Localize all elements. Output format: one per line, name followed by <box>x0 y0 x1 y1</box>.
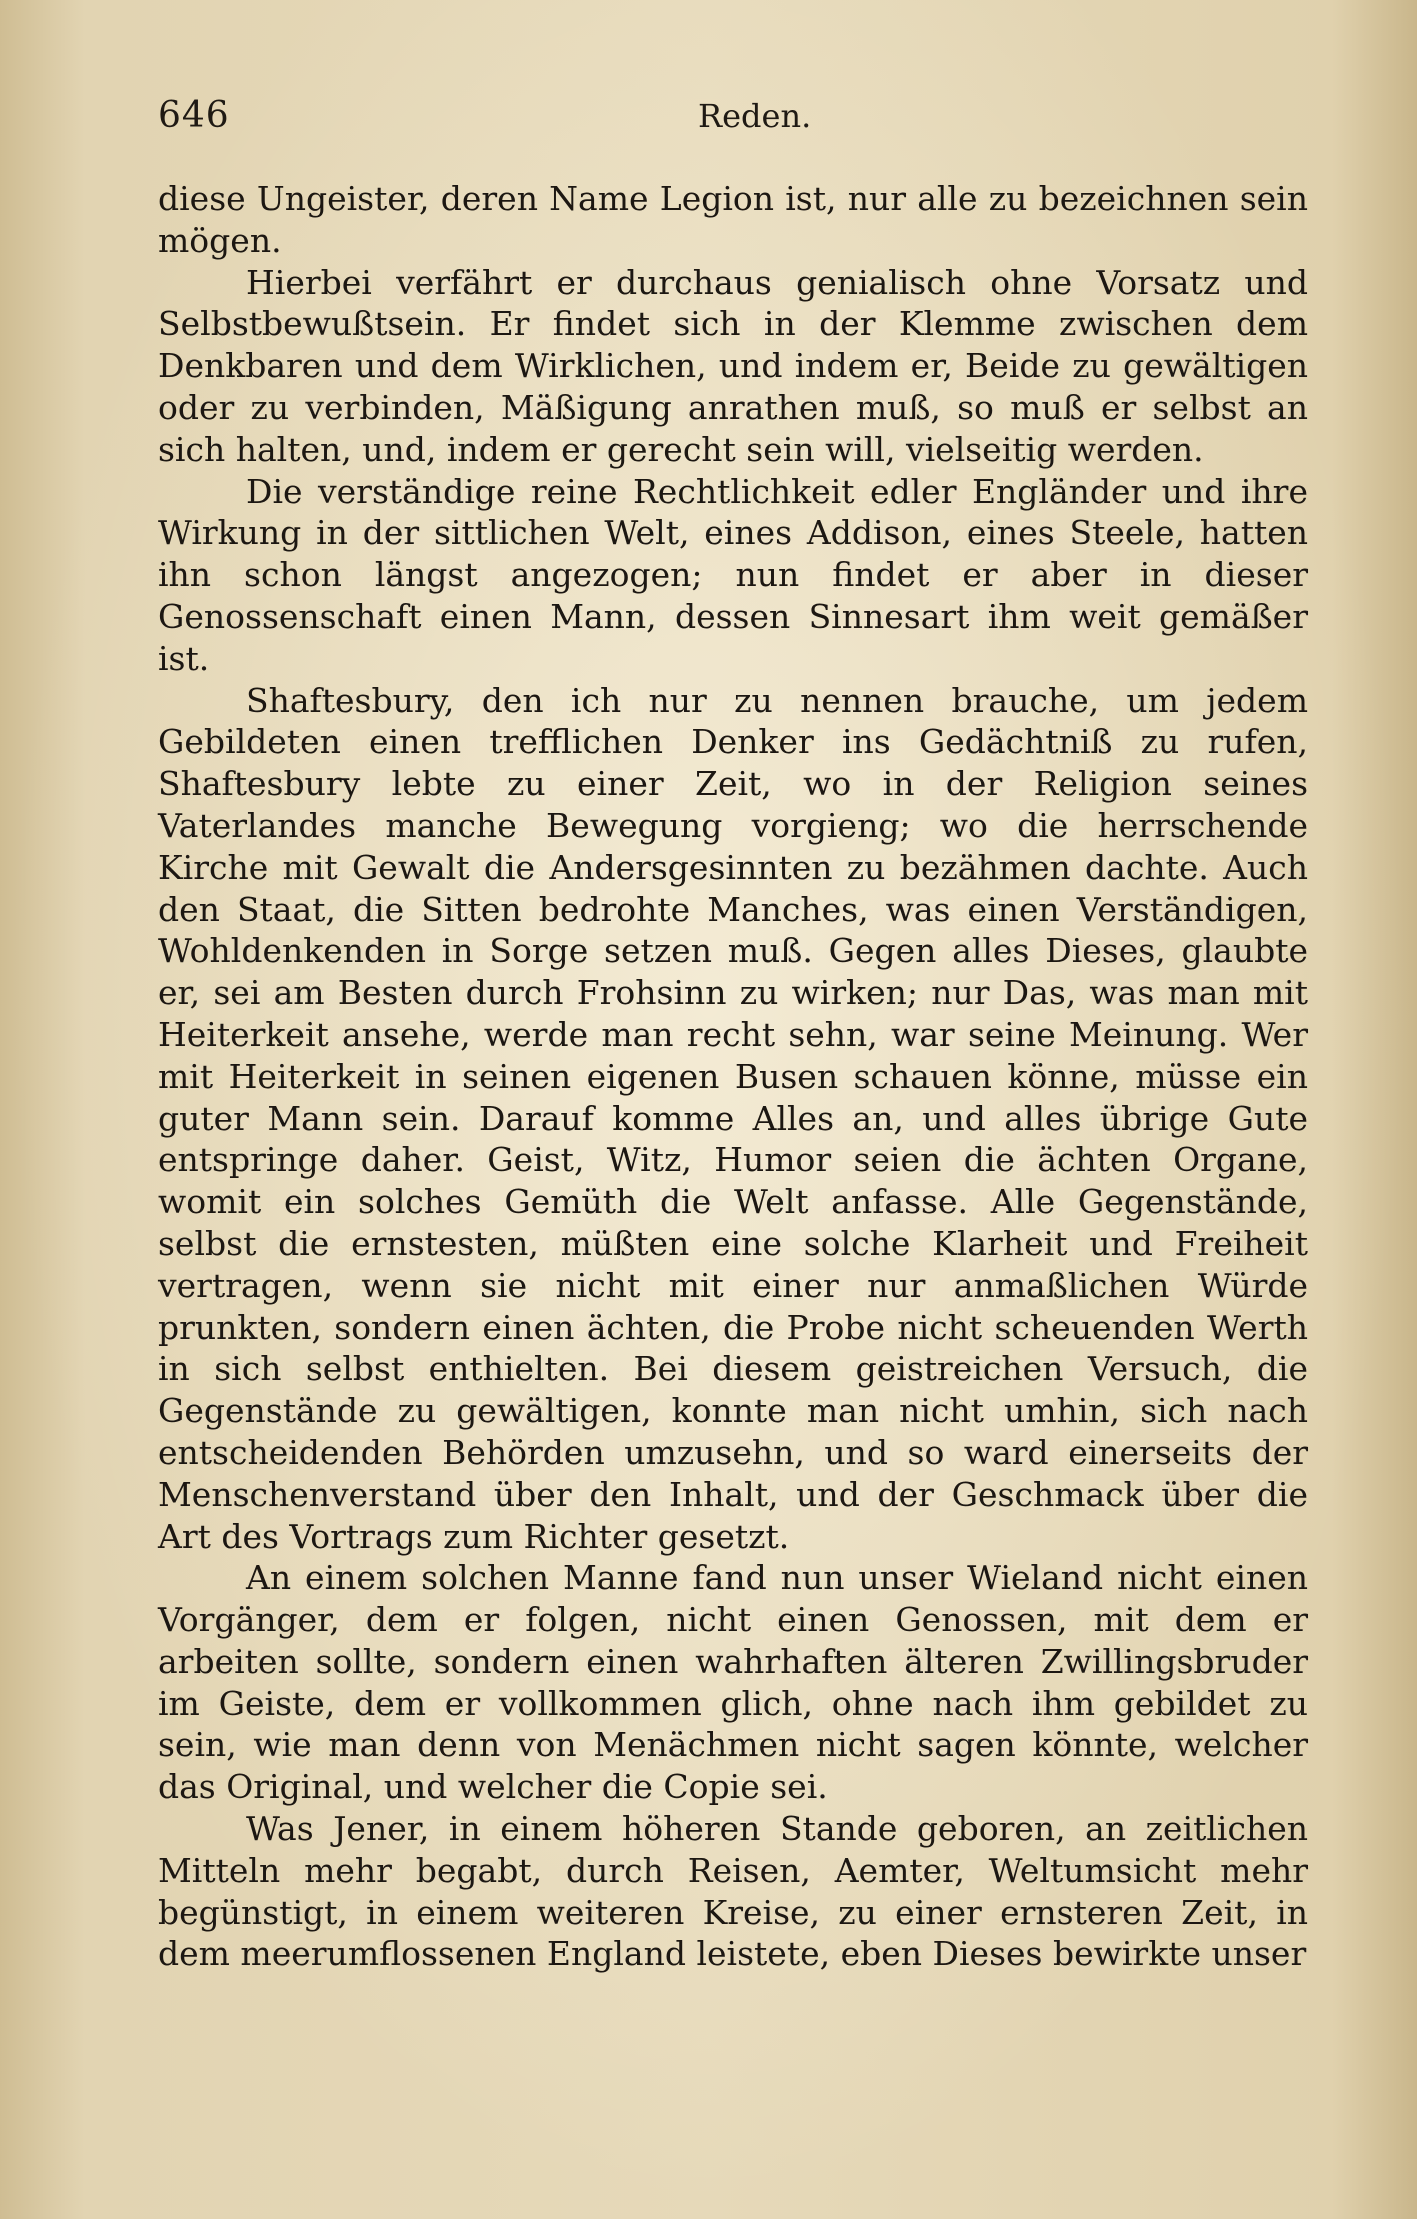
page-number: 646 <box>158 95 230 136</box>
paragraph-2: Hierbei verfährt er durchaus genialisch ohne Vorsatz und Selbstbewußtsein. Er findet sich in der Klemme zwischen dem Denkbaren und dem Wirklichen, und indem er, Beide zu gewältigen oder zu verbinden, Mäßigung anrathen muß, so muß er selbst an sich halten, und, indem er gerecht sein will, vielseitig werden. <box>158 262 1308 469</box>
paragraph-4: Shaftesbury, den ich nur zu nennen brauche, um jedem Gebildeten einen trefflichen Denker ins Gedächtniß zu rufen, Shaftesbury lebte zu einer Zeit, wo in der Religion seines Vaterlandes manche Bewegung vorgieng; wo die herrschende Kirche mit Gewalt die Andersgesinnten zu bezähmen dachte. Auch den Staat, die Sitten bedrohte Manches, was einen Verständigen, Wohldenkenden in Sorge setzen muß. Gegen alles Dieses, glaubte er, sei am Besten durch Frohsinn zu wirken; nur Das, was man mit Heiterkeit ansehe, werde man recht sehn, war seine Meinung. Wer mit Heiterkeit in seinen eigenen Busen schauen könne, müsse ein guter Mann sein. Darauf komme Alles an, und alles übrige Gute entspringe daher. Geist, Witz, Humor seien die ächten Organe, womit ein solches Gemüth die Welt anfasse. Alle Gegenstände, selbst die ernstesten, müßten eine solche Klarheit und Freiheit vertragen, wenn sie nicht mit einer nur anmaßlichen Würde prunkten, sondern einen ächten, die Probe nicht scheuenden Werth in sich selbst enthielten. Bei diesem geistreichen Versuch, die Gegenstände zu gewältigen, konnte man nicht umhin, sich nach entscheidenden Behörden umzusehn, und so ward einerseits der Menschenverstand über den Inhalt, und der Geschmack über die Art des Vortrags zum Richter gesetzt. <box>158 680 1308 1556</box>
paragraph-1: diese Ungeister, deren Name Legion ist, nur alle zu bezeichnen sein mögen. <box>158 179 1308 260</box>
paragraph-3: Die verständige reine Rechtlichkeit edler Engländer und ihre Wirkung in der sittlichen Welt, eines Addison, eines Steele, hatten ihn schon längst angezogen; nun findet er aber in dieser Genossenschaft einen Mann, dessen Sinnesart ihm weit gemäßer ist. <box>158 471 1308 678</box>
paragraph-5: An einem solchen Manne fand nun unser Wieland nicht einen Vorgänger, dem er folgen, nicht einen Genossen, mit dem er arbeiten sollte, sondern einen wahrhaften älteren Zwillingsbruder im Geiste, dem er vollkommen glich, ohne nach ihm gebildet zu sein, wie man denn von Menächmen nicht sagen könnte, welcher das Original, und welcher die Copie sei. <box>158 1558 1308 1807</box>
page-header <box>158 95 1318 155</box>
running-head: Reden. <box>698 97 812 135</box>
paragraph-6: Was Jener, in einem höheren Stande geboren, an zeitlichen Mitteln mehr begabt, durch Reisen, Aemter, Weltumsicht mehr begünstigt, in einem weiteren Kreise, zu einer ernsteren Zeit, in dem meerumflossenen England leistete, eben Dieses bewirkte unser <box>158 1809 1308 1974</box>
body-text <box>158 178 1308 1975</box>
